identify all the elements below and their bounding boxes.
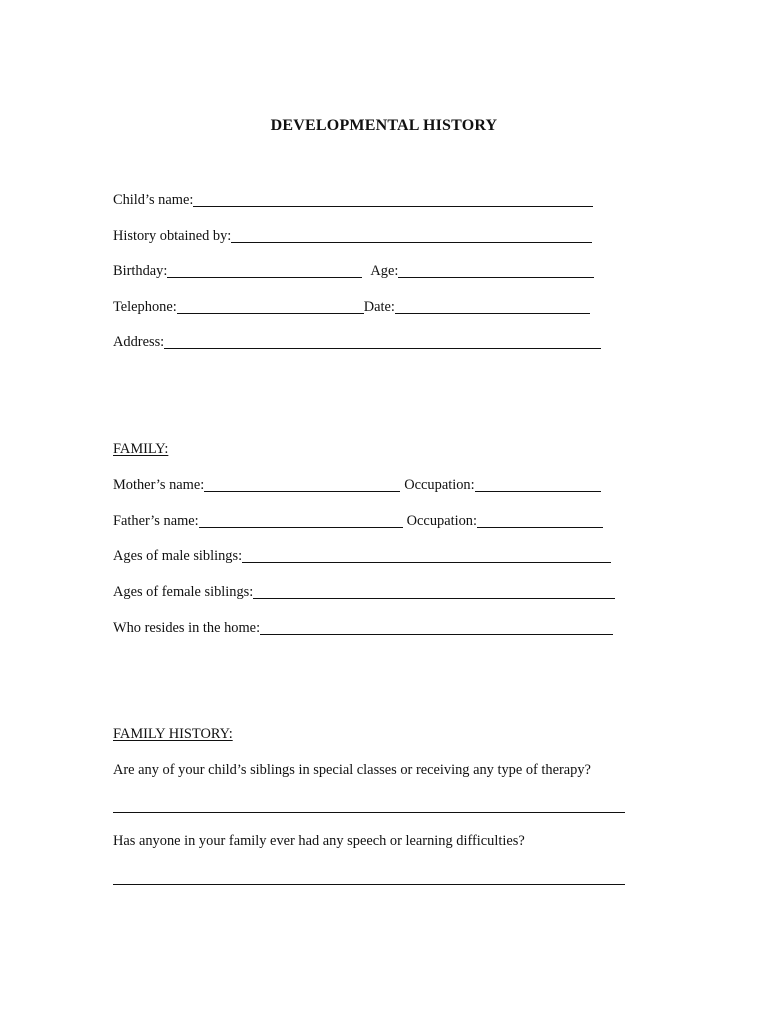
birthday-label: Birthday: [113,263,168,279]
answer-line-siblings-therapy[interactable] [113,812,625,813]
female-siblings-field[interactable] [253,584,615,599]
address-row [113,333,601,351]
family-history-heading: FAMILY HISTORY: [113,726,233,742]
address-label: Address: [113,334,165,350]
father-occupation-label: Occupation: [406,513,477,529]
resides-label: Who resides in the home: [113,620,261,636]
male-siblings-field[interactable] [242,548,611,563]
age-field[interactable] [398,263,594,278]
birthday-field[interactable] [167,263,362,278]
resides-field[interactable] [260,620,613,635]
mother-occupation-field[interactable] [475,477,601,492]
answer-line-speech-learning[interactable] [113,884,625,885]
form-title: DEVELOPMENTAL HISTORY [270,117,498,134]
mothers-name-row [113,476,601,494]
birthday-age-row [113,262,594,280]
mothers-name-field[interactable] [204,477,400,492]
telephone-field[interactable] [177,299,364,314]
question-siblings-therapy: Are any of your child’s siblings in special classes or receiving any type of therapy? [113,762,591,778]
childs-name-row [113,191,593,209]
history-obtained-label: History obtained by: [113,228,232,244]
fathers-name-row [113,512,603,530]
date-field[interactable] [395,299,590,314]
female-siblings-row [113,583,615,601]
resides-row [113,619,613,637]
male-siblings-row [113,547,611,565]
mother-occupation-label: Occupation: [404,477,475,493]
question-speech-learning: Has anyone in your family ever had any speech or learning difficulties? [113,833,525,849]
telephone-date-row [113,298,590,316]
childs-name-field[interactable] [193,192,593,207]
childs-name-label: Child’s name: [113,192,194,208]
telephone-label: Telephone: [113,299,177,315]
fathers-name-field[interactable] [199,513,403,528]
history-obtained-field[interactable] [231,228,592,243]
female-siblings-label: Ages of female siblings: [113,584,254,600]
family-heading: FAMILY: [113,441,169,457]
mothers-name-label: Mother’s name: [113,477,205,493]
male-siblings-label: Ages of male siblings: [113,548,243,564]
history-obtained-row [113,227,592,245]
address-field[interactable] [164,334,601,349]
fathers-name-label: Father’s name: [113,513,199,529]
age-label: Age: [370,263,399,279]
date-label: Date: [363,299,395,315]
father-occupation-field[interactable] [477,513,603,528]
